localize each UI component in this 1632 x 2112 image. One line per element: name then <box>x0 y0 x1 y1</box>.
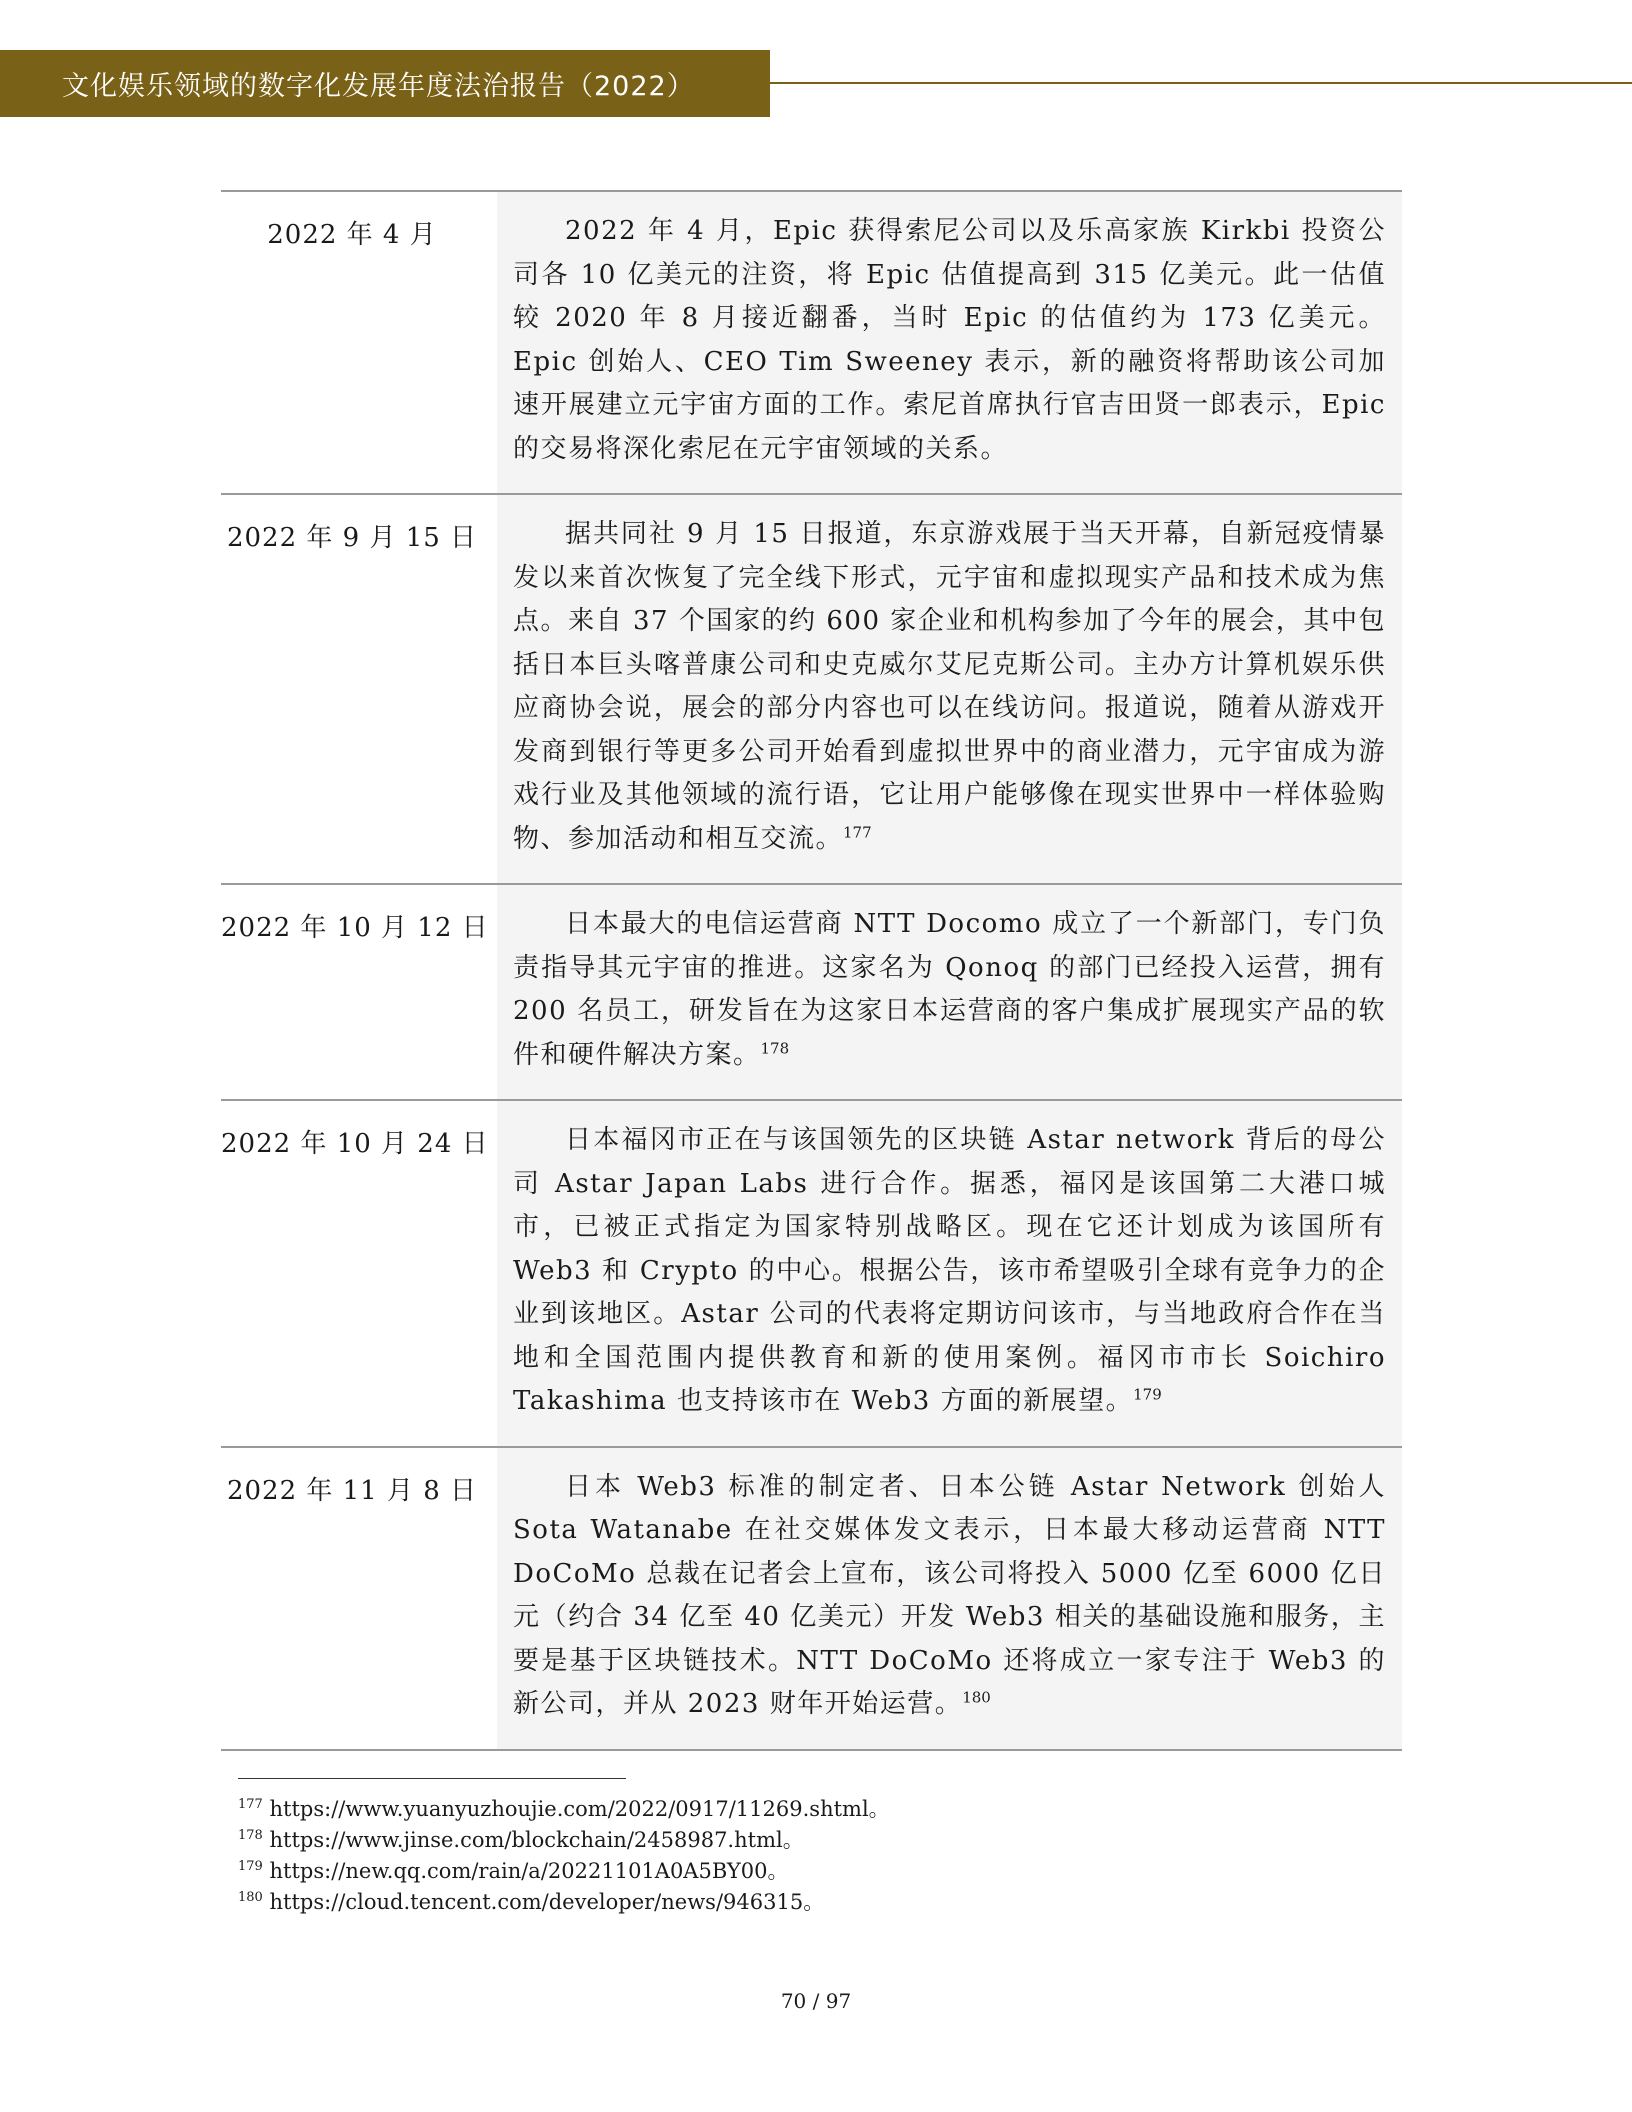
event-text: 日本福冈市正在与该国领先的区块链 Astar network 背后的母公司 Astar Japan Labs 进行合作。据悉，福冈是该国第二大港口城市，已被正式指定为国家特别战略区。现在它还计划成为该国所有 Web3 和 Crypto 的中心。根据公告，该市希望吸引全球有竞争力的企业到该地区。Astar 公司的代表将定期访问该市，与当地政府合作在当地和全国范围内提供教育和新的使用案例。福冈市市长 Soichiro Takashima 也支持该市在 Web3 方面的新展望。 <box>513 1125 1386 1416</box>
event-text-cell <box>497 495 1402 883</box>
event-text: 2022 年 4 月，Epic 获得索尼公司以及乐高家族 Kirkbi 投资公司各 10 亿美元的注资，将 Epic 估值提高到 315 亿美元。此一估值较 2020 年 8 月接近翻番，当时 Epic 的估值约为 173 亿美元。Epic 创始人、CEO Tim Sweeney 表示，新的融资将帮助该公司加速开展建立元宇宙方面的工作。索尼首席执行官吉田贤一郎表示，Epic 的交易将深化索尼在元宇宙领域的关系。 <box>513 216 1386 464</box>
footnote-ref[interactable]: 178 <box>760 1038 790 1057</box>
footnote-link[interactable]: https://new.qq.com/rain/a/20221101A0A5BY00。 <box>269 1859 789 1883</box>
footnote-link[interactable]: https://www.jinse.com/blockchain/2458987.html。 <box>269 1828 804 1852</box>
event-text: 日本 Web3 标准的制定者、日本公链 Astar Network 创始人 Sota Watanabe 在社交媒体发文表示，日本最大移动运营商 NTT DoCoMo 总裁在记者会上宣布，该公司将投入 5000 亿至 6000 亿日元（约合 34 亿至 40 亿美元）开发 Web3 相关的基础设施和服务，主要是基于区块链技术。NTT DoCoMo 还将成立一家专注于 Web3 的新公司，并从 2023 财年开始运营。 <box>513 1471 1386 1719</box>
footnote-number: 180 <box>238 1890 263 1905</box>
date-cell: 2022 年 11 月 8 日 <box>226 1475 478 1506</box>
footnote-number: 177 <box>238 1797 263 1812</box>
footnote-ref[interactable]: 179 <box>1133 1385 1162 1404</box>
table-row <box>221 885 1402 1101</box>
header-band <box>0 50 770 117</box>
date-cell: 2022 年 10 月 12 日 <box>221 913 489 943</box>
event-text-cell <box>497 1101 1402 1446</box>
footnote-number: 178 <box>238 1828 263 1843</box>
page-header-title: 文化娱乐领域的数字化发展年度法治报告（2022） <box>62 71 695 102</box>
footnote-item <box>238 1856 890 1887</box>
footnotes <box>238 1794 890 1918</box>
table-row <box>221 495 1402 885</box>
footnote-ref[interactable]: 177 <box>843 822 872 841</box>
table-row <box>221 192 1402 495</box>
event-text-cell <box>497 192 1402 493</box>
date-cell: 2022 年 9 月 15 日 <box>226 523 478 553</box>
footnote-item <box>238 1887 890 1918</box>
event-text-cell <box>497 1448 1402 1749</box>
header-rule <box>770 82 1632 84</box>
footnote-item <box>238 1825 890 1856</box>
footnote-item <box>238 1794 890 1825</box>
page-number: 70 / 97 <box>780 1989 852 2013</box>
date-cell: 2022 年 4 月 <box>267 220 437 250</box>
footnote-link[interactable]: https://www.yuanyuzhoujie.com/2022/0917/11269.shtml。 <box>269 1797 890 1821</box>
footnote-ref[interactable]: 180 <box>962 1688 991 1707</box>
event-text: 日本最大的电信运营商 NTT Docomo 成立了一个新部门，专门负责指导其元宇宙的推进。这家名为 Qonoq 的部门已经投入运营，拥有 200 名员工，研发旨在为这家日本运营商的客户集成扩展现实产品的软件和硬件解决方案。 <box>513 909 1386 1070</box>
timeline-table <box>221 190 1402 1751</box>
event-text-cell <box>497 885 1402 1099</box>
table-row <box>221 1101 1402 1448</box>
footnote-number: 179 <box>238 1859 263 1874</box>
footnote-link[interactable]: https://cloud.tencent.com/developer/news/946315。 <box>269 1890 825 1914</box>
date-cell: 2022 年 10 月 24 日 <box>221 1129 489 1159</box>
event-text: 据共同社 9 月 15 日报道，东京游戏展于当天开幕，自新冠疫情暴发以来首次恢复了完全线下形式，元宇宙和虚拟现实产品和技术成为焦点。来自 37 个国家的约 600 家企业和机构参加了今年的展会，其中包括日本巨头喀普康公司和史克威尔艾尼克斯公司。主办方计算机娱乐供应商协会说，展会的部分内容也可以在线访问。报道说，随着从游戏开发商到银行等更多公司开始看到虚拟世界中的商业潜力，元宇宙成为游戏行业及其他领域的流行语，它让用户能够像在现实世界中一样体验购物、参加活动和相互交流。 <box>513 519 1386 854</box>
table-row <box>221 1448 1402 1751</box>
footnote-rule <box>238 1778 626 1779</box>
